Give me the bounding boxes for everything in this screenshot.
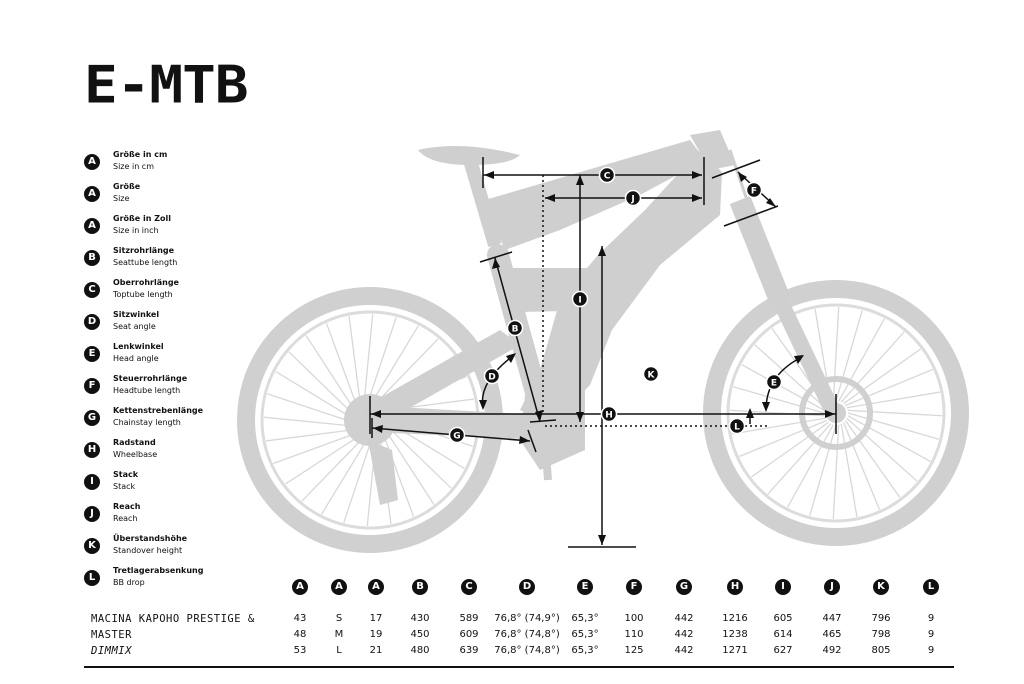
- table-cell: 9: [927, 629, 935, 640]
- table-cell: 48: [293, 629, 307, 640]
- table-cell: 125: [624, 645, 644, 656]
- fork-lower: [775, 290, 832, 410]
- column-header-a: A: [292, 579, 308, 595]
- diagram-badge-l: [730, 419, 745, 434]
- table-cell: 442: [674, 629, 694, 640]
- svg-text:J: J: [631, 194, 635, 205]
- svg-text:B: B: [511, 324, 519, 335]
- diagram-badge-d: [485, 369, 500, 384]
- legend-label-de: Sitzwinkel: [113, 310, 160, 319]
- legend-label-de: Kettenstrebenlänge: [113, 406, 204, 415]
- column-header-c: C: [461, 579, 477, 595]
- legend-badge: I: [84, 474, 100, 490]
- legend-label-en: Wheelbase: [113, 450, 158, 459]
- legend-label-de: Steuerrohrlänge: [113, 374, 188, 383]
- model-name-line-3: DIMMIX: [91, 645, 132, 657]
- diagram-badge-e: [767, 375, 782, 390]
- svg-text:H: H: [605, 410, 613, 421]
- diagram-badge-j: [626, 191, 641, 206]
- legend-badge: F: [84, 378, 100, 394]
- table-cell: 605: [773, 613, 793, 624]
- table-cell: 1271: [722, 645, 748, 656]
- column-header-e: E: [577, 579, 593, 595]
- legend-badge: D: [84, 314, 100, 330]
- table-cell: 465: [822, 629, 842, 640]
- table-cell: 76,8° (74,8°): [494, 629, 560, 640]
- legend-label-en: Headtube length: [113, 386, 181, 395]
- legend-label-de: Sitzrohrlänge: [113, 246, 175, 255]
- legend-label-en: Size in inch: [113, 226, 159, 235]
- arrow-l-up: [746, 408, 754, 418]
- table-cell: 627: [773, 645, 793, 656]
- table-cell: 430: [410, 613, 430, 624]
- legend-label-de: Größe: [113, 182, 141, 191]
- legend-badge: J: [84, 506, 100, 522]
- arrow-e-bottom: [762, 402, 770, 412]
- diagram-badge-k: [644, 367, 659, 382]
- table-cell: 492: [822, 645, 842, 656]
- spoke: [833, 425, 838, 519]
- table-cell: 1216: [722, 613, 748, 624]
- arrowheads: [371, 171, 835, 545]
- svg-text:K: K: [647, 370, 655, 381]
- fork-upper: [740, 200, 780, 300]
- model-name-line-1: MACINA KAPOHO PRESTIGE &: [91, 613, 255, 625]
- column-header-b: B: [412, 579, 428, 595]
- column-header-f: F: [626, 579, 642, 595]
- table-cell: 639: [459, 645, 479, 656]
- table-cell: 447: [822, 613, 842, 624]
- legend-label-de: Reach: [113, 502, 141, 511]
- svg-text:F: F: [750, 186, 758, 197]
- diagram-badge-i: [573, 292, 588, 307]
- table-cell: 110: [624, 629, 644, 640]
- spoke: [730, 410, 824, 415]
- table-cell: 1238: [722, 629, 748, 640]
- table-cell: 43: [293, 613, 307, 624]
- legend-badge: E: [84, 346, 100, 362]
- table-cell: 65,3°: [571, 645, 599, 656]
- diagram-badge-b: [508, 321, 523, 336]
- column-header-d: D: [519, 579, 535, 595]
- table-cell: L: [336, 645, 342, 656]
- table-cell: 609: [459, 629, 479, 640]
- diagram-badge-g: [450, 428, 465, 443]
- table-cell: 614: [773, 629, 793, 640]
- motor: [520, 385, 585, 470]
- column-header-k: K: [873, 579, 889, 595]
- svg-text:G: G: [453, 431, 461, 442]
- arrow-d-top: [506, 353, 516, 363]
- legend-label-de: Stack: [113, 470, 139, 479]
- legend-label-en: Reach: [113, 514, 138, 523]
- spoke: [264, 417, 347, 425]
- page-title: E-MTB: [84, 55, 248, 116]
- table-cell: 442: [674, 613, 694, 624]
- svg-text:E: E: [770, 378, 778, 389]
- table-cell: 9: [927, 613, 935, 624]
- legend-label-en: Toptube length: [113, 290, 173, 299]
- legend-label-de: Radstand: [113, 438, 156, 447]
- table-cell: M: [334, 629, 344, 640]
- column-header-a: A: [331, 579, 347, 595]
- legend-badge: A: [84, 154, 100, 170]
- svg-text:C: C: [603, 171, 611, 182]
- table-cell: 76,8° (74,8°): [494, 645, 560, 656]
- spoke: [365, 314, 373, 397]
- spoke: [848, 410, 942, 415]
- table-cell: 589: [459, 613, 479, 624]
- spoke: [833, 307, 838, 401]
- legend-label-en: BB drop: [113, 578, 145, 587]
- arrow-k-bottom: [598, 535, 606, 545]
- legend-badge: A: [84, 186, 100, 202]
- column-header-a: A: [368, 579, 384, 595]
- arrow-c-left: [484, 171, 494, 179]
- table-cell: 53: [293, 645, 307, 656]
- column-header-g: G: [676, 579, 692, 595]
- legend-badge: C: [84, 282, 100, 298]
- legend-label-en: Seat angle: [113, 322, 156, 331]
- table-cell: 450: [410, 629, 430, 640]
- legend-label-de: Lenkwinkel: [113, 342, 164, 351]
- legend-badge: A: [84, 218, 100, 234]
- legend-label-de: Größe in Zoll: [113, 214, 171, 223]
- table-cell: 9: [927, 645, 935, 656]
- bike-silhouette: [246, 130, 960, 544]
- table-cell: 805: [871, 645, 891, 656]
- rear-shock: [510, 268, 612, 312]
- table-cell: 65,3°: [571, 629, 599, 640]
- legend-label-en: Stack: [113, 482, 136, 491]
- table-cell: 798: [871, 629, 891, 640]
- table-cell: 100: [624, 613, 644, 624]
- table-cell: 480: [410, 645, 430, 656]
- spoke: [349, 316, 360, 398]
- spoke: [266, 430, 348, 441]
- svg-text:I: I: [578, 295, 582, 306]
- legend-label-en: Head angle: [113, 354, 159, 363]
- column-header-h: H: [727, 579, 743, 595]
- legend-label-de: Überstandshöhe: [113, 534, 188, 543]
- legend-badge: L: [84, 570, 100, 586]
- table-cell: 17: [369, 613, 383, 624]
- legend-badge: H: [84, 442, 100, 458]
- table-cell: 796: [871, 613, 891, 624]
- table-cell: 442: [674, 645, 694, 656]
- legend-label-en: Standover height: [113, 546, 183, 555]
- table-cell: 21: [369, 645, 383, 656]
- table-cell: 19: [369, 629, 383, 640]
- diagram-badge-c: [600, 168, 615, 183]
- legend-badge: B: [84, 250, 100, 266]
- legend-label-de: Oberrohrlänge: [113, 278, 179, 287]
- spoke: [841, 424, 857, 517]
- svg-text:D: D: [488, 372, 496, 383]
- diagram-badge-f: [747, 183, 762, 198]
- legend-label-en: Seattube length: [113, 258, 178, 267]
- table-cell: 76,8° (74,9°): [494, 613, 560, 624]
- column-header-i: I: [775, 579, 791, 595]
- column-header-j: J: [824, 579, 840, 595]
- model-name-line-2: MASTER: [91, 629, 132, 641]
- spoke: [847, 392, 940, 408]
- crank-arm: [545, 440, 548, 480]
- legend-badge: G: [84, 410, 100, 426]
- diagram-badge-h: [602, 407, 617, 422]
- column-header-l: L: [923, 579, 939, 595]
- legend-label-en: Size: [113, 194, 130, 203]
- legend-label-en: Chainstay length: [113, 418, 181, 427]
- svg-text:L: L: [734, 422, 740, 433]
- legend-label-en: Size in cm: [113, 162, 154, 171]
- table-cell: S: [335, 613, 343, 624]
- legend-label-de: Größe in cm: [113, 150, 168, 159]
- table-cell: 65,3°: [571, 613, 599, 624]
- legend-label-de: Tretlagerabsenkung: [113, 566, 204, 575]
- saddle: [418, 146, 520, 165]
- legend-badge: K: [84, 538, 100, 554]
